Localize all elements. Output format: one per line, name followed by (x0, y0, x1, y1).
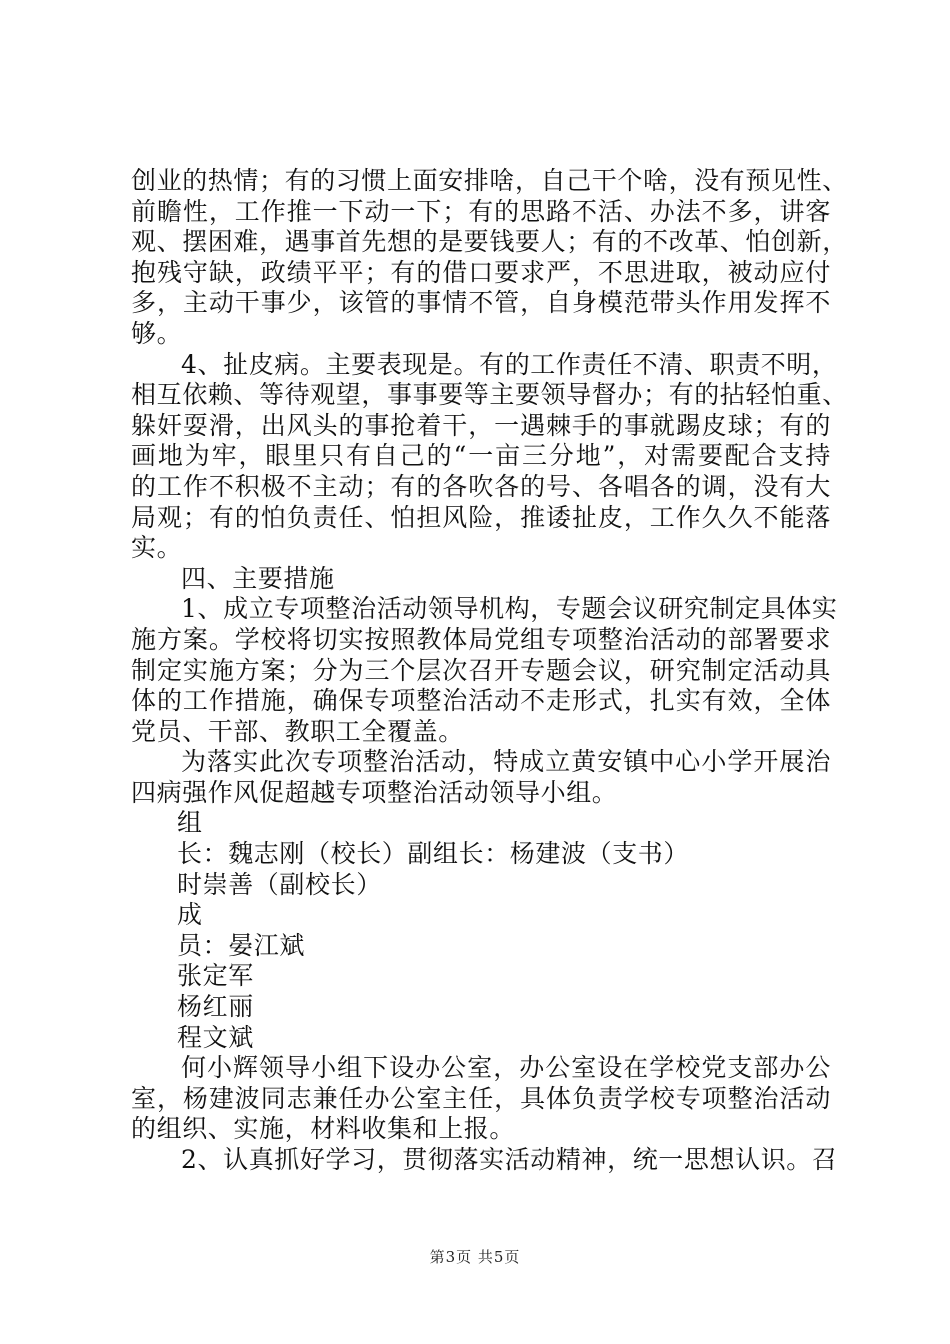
text-line: 施方案。学校将切实按照教体局党组专项整治活动的部署要求 (131, 624, 831, 654)
page-number-footer: 第3页 共5页 (429, 1248, 521, 1266)
text-line: 前瞻性，工作推一下动一下；有的思路不活、办法不多，讲客 (131, 196, 831, 226)
text-line: 多，主动干事少，该管的事情不管，自身模范带头作用发挥不 (131, 288, 831, 318)
text-line: 员：晏江斌 (177, 930, 306, 960)
text-line: 局观；有的怕负责任、怕担风险，推诿扯皮，工作久久不能落 (131, 502, 831, 532)
text-line: 的工作不积极不主动；有的各吹各的号、各唱各的调，没有大 (131, 471, 831, 501)
text-line: 画地为牢，眼里只有自己的“一亩三分地”，对需要配合支持 (131, 441, 831, 471)
text-line: 为落实此次专项整治活动，特成立黄安镇中心小学开展治 (181, 747, 831, 777)
text-line: 体的工作措施，确保专项整治活动不走形式，扎实有效，全体 (131, 686, 831, 716)
text-line: 抱残守缺，政绩平平；有的借口要求严，不思进取，被动应付 (131, 257, 831, 287)
text-line: 党员、干部、教职工全覆盖。 (131, 716, 464, 746)
text-line: 制定实施方案；分为三个层次召开专题会议，研究制定活动具 (131, 655, 831, 685)
text-line: 1、成立专项整治活动领导机构，专题会议研究制定具体实 (181, 594, 838, 624)
section-heading: 四、主要措施 (181, 563, 335, 593)
text-line: 观、摆困难，遇事首先想的是要钱要人；有的不改革、怕创新， (131, 227, 848, 257)
text-line: 室，杨建波同志兼任办公室主任，具体负责学校专项整治活动 (131, 1083, 831, 1113)
text-line: 创业的热情；有的习惯上面安排啥，自己干个啥，没有预见性、 (131, 166, 848, 195)
text-line: 程文斌 (177, 1022, 254, 1052)
text-line: 长：魏志刚（校长）副组长：杨建波（支书） (177, 839, 690, 869)
text-line: 的组织、实施，材料收集和上报。 (131, 1114, 516, 1144)
text-line: 成 (177, 900, 203, 930)
text-line: 实。 (131, 533, 183, 563)
text-line: 组 (177, 808, 203, 838)
text-line: 2、认真抓好学习，贯彻落实活动精神，统一思想认识。召 (181, 1145, 838, 1174)
document-body (131, 166, 848, 1176)
text-line: 张定军 (177, 961, 254, 991)
text-line: 4、扯皮病。主要表现是。有的工作责任不清、职责不明， (181, 349, 838, 379)
text-line: 躲奸耍滑，出风头的事抢着干，一遇棘手的事就踢皮球；有的 (131, 410, 831, 440)
text-line: 何小辉领导小组下设办公室，办公室设在学校党支部办公 (181, 1053, 831, 1083)
text-line: 四病强作风促超越专项整治活动领导小组。 (131, 777, 618, 807)
text-line: 时崇善（副校长） (177, 869, 382, 899)
text-line: 相互依赖、等待观望，事事要等主要领导督办；有的拈轻怕重、 (131, 380, 848, 410)
text-line: 杨红丽 (177, 992, 254, 1022)
text-line: 够。 (131, 318, 183, 348)
